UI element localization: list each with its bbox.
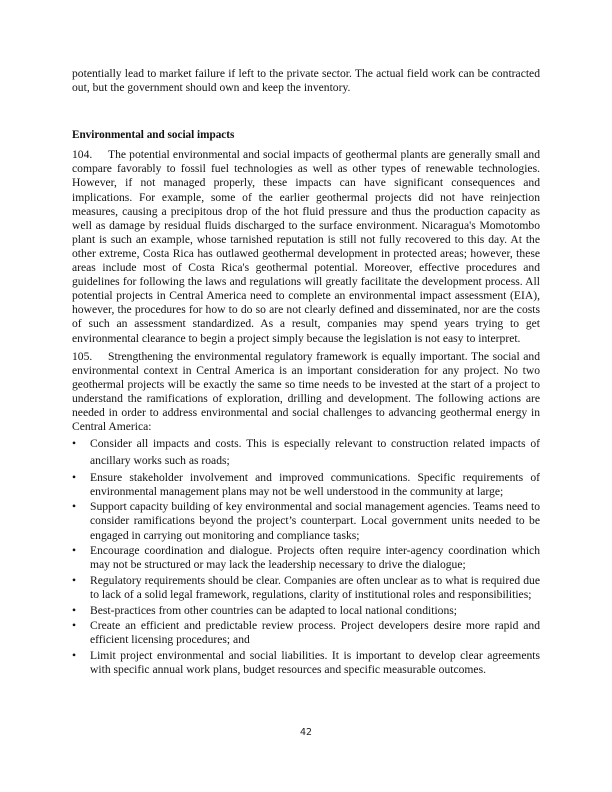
intro-paragraph: potentially lead to market failure if left to the private sector. The actual field work can be contracted out, but the government should own and keep the inventory. [72, 67, 540, 95]
list-item [72, 649, 540, 677]
list-item [72, 471, 540, 499]
paragraph-text: The potential environmental and social impacts of geothermal plants are generally small and compare favorably to fossil fuel technologies as well as other types of renewable technologies. However, if not managed properly, these impacts can have significant consequences and implications. For example, some of the earlier geothermal projects did not have reinjection measures, causing a precipitous drop of the hot fluid pressure and thus the production capacity as well as damage by residual fluids discharged to the surface environment. Nicaragua's Momotombo plant is such an example, whose tarnished reputation is still not fully recovered to this day. At the other extreme, Costa Rica has outlawed geothermal development in protected areas; however, these areas include most of Costa Rica's geothermal potential. Moreover, effective procedures and guidelines for following the laws and regulations will greatly facilitate the development process. All potential projects in Central America need to complete an environmental impact assessment (EIA), however, the procedures for how to do so are not clearly defined and disseminated, nor are the costs of such an assessment standardized. As a result, companies may spend years trying to get environmental clearance to begin a project simply because the legislation is not easy to interpret. [72, 148, 540, 345]
list-item [72, 619, 540, 647]
list-item-text: Support capacity building of key environmental and social management agencies. Teams need to consider ramifications beyond the project’s counterpart. Local government units needed to be engaged in carrying out monitoring and compliance tasks; [90, 500, 540, 542]
paragraph-text: Strengthening the environmental regulatory framework is equally important. The social and environmental context in Central America is an important consideration for any project. No two geothermal projects will be exactly the same so time needs to be invested at the start of a project to understand the ramifications of exploration, drilling and development. The following actions are needed in order to address environmental and social challenges to advancing geothermal energy in Central America: [72, 349, 540, 434]
bullet-icon: • [72, 500, 77, 514]
list-item [72, 604, 540, 618]
list-item [72, 574, 540, 602]
bullet-icon: • [72, 603, 77, 617]
bullet-icon: • [72, 470, 77, 484]
list-item-text: Regulatory requirements should be clear. Companies are often unclear as to what is required due to lack of a solid legal framework, regulations, clarity of institutional roles and responsibilities; [90, 573, 540, 601]
bullet-icon: • [72, 648, 77, 662]
document-page [72, 67, 540, 678]
paragraph-104 [72, 148, 540, 345]
actions-bullet-list [72, 435, 540, 677]
list-item [72, 500, 540, 542]
list-item-text: Consider all impacts and costs. This is especially relevant to construction related impacts of ancillary works such as roads; [90, 437, 540, 468]
page-number: 42 [299, 727, 313, 738]
paragraph-number: 104. [72, 148, 93, 162]
list-item-text: Limit project environmental and social liabilities. It is important to develop clear agreements with specific annual work plans, budget resources and specific measurable outcomes. [90, 648, 540, 676]
bullet-icon: • [72, 573, 77, 587]
list-item-text: Best-practices from other countries can be adapted to local national conditions; [90, 603, 458, 617]
list-item [72, 544, 540, 572]
bullet-icon: • [72, 619, 77, 633]
list-item-text: Create an efficient and predictable review process. Project developers desire more rapid and efficient licensing procedures; and [90, 619, 540, 647]
paragraph-105 [72, 350, 540, 435]
bullet-icon: • [72, 437, 77, 451]
list-item [72, 435, 540, 469]
list-item-text: Ensure stakeholder involvement and improved communications. Specific requirements of environmental management plans may not be well understood in the community at large; [90, 470, 540, 498]
list-item-text: Encourage coordination and dialogue. Projects often require inter-agency coordination which may not be structured or may lack the leadership necessary to drive the dialogue; [90, 544, 540, 572]
paragraph-number: 105. [72, 349, 93, 363]
section-heading: Environmental and social impacts [72, 129, 235, 142]
bullet-icon: • [72, 544, 77, 558]
